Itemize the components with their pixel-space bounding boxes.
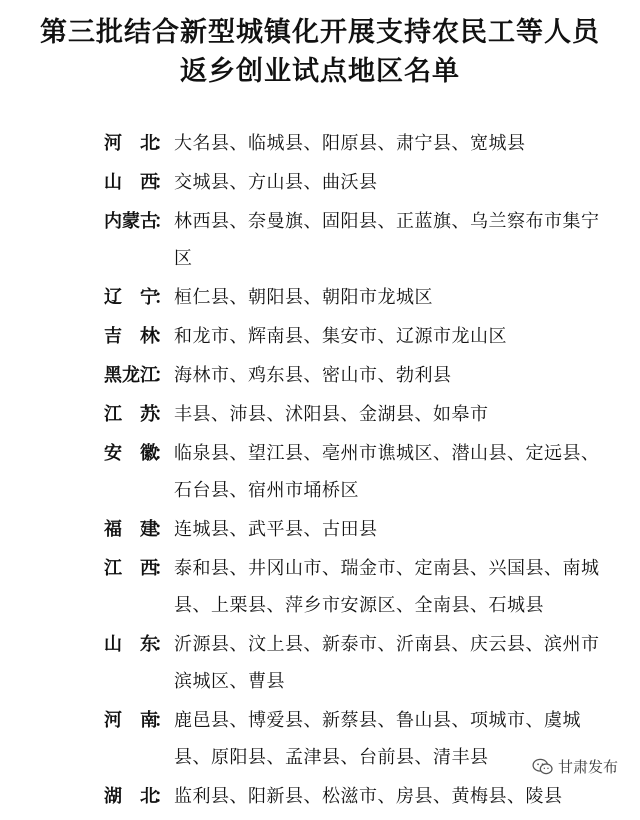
province-name: 黑 龙 江 xyxy=(104,365,158,386)
province-name: 江 苏 xyxy=(104,404,158,425)
document-title-line-1: 第三批结合新型城镇化开展支持农民工等人员 xyxy=(40,17,600,48)
county-list: 临泉县、望江县、亳州市谯城区、潜山县、定远县、石台县、宿州市埇桥区 xyxy=(174,443,600,501)
province-name: 河 北 xyxy=(104,133,158,154)
province-label xyxy=(104,781,174,812)
region-list xyxy=(104,128,604,820)
province-label xyxy=(104,553,174,584)
province-colon: ： xyxy=(154,326,172,347)
region-row xyxy=(104,321,604,355)
province-colon: ： xyxy=(154,287,172,308)
province-colon: ： xyxy=(154,786,172,807)
province-name: 安 徽 xyxy=(104,443,158,464)
province-colon: ： xyxy=(154,133,172,154)
province-label xyxy=(104,360,174,391)
province-colon: ： xyxy=(154,211,172,232)
region-row xyxy=(104,282,604,316)
province-name: 山 东 xyxy=(104,634,158,655)
wechat-icon xyxy=(532,758,554,776)
province-label xyxy=(104,128,174,159)
province-label xyxy=(104,282,174,313)
province-name: 湖 北 xyxy=(104,786,158,807)
county-list: 和龙市、辉南县、集安市、辽源市龙山区 xyxy=(174,326,507,347)
county-list: 泰和县、井冈山市、瑞金市、定南县、兴国县、南城县、上栗县、萍乡市安源区、全南县、石城县 xyxy=(174,558,600,616)
region-row xyxy=(104,781,604,815)
region-row xyxy=(104,399,604,433)
province-colon: ： xyxy=(154,634,172,655)
county-list: 连城县、武平县、古田县 xyxy=(174,519,378,540)
watermark xyxy=(528,754,622,779)
province-name: 内 蒙 古 xyxy=(104,211,158,232)
province-label xyxy=(104,321,174,352)
province-label xyxy=(104,206,174,237)
province-label xyxy=(104,167,174,198)
county-list: 沂源县、汶上县、新泰市、沂南县、庆云县、滨州市滨城区、曹县 xyxy=(174,634,600,692)
province-name: 福 建 xyxy=(104,519,158,540)
region-row xyxy=(104,629,604,700)
province-label xyxy=(104,438,174,469)
province-label xyxy=(104,514,174,545)
province-name: 吉 林 xyxy=(104,326,158,347)
province-colon: ： xyxy=(154,443,172,464)
region-row xyxy=(104,360,604,394)
province-label xyxy=(104,399,174,430)
province-label xyxy=(104,629,174,660)
province-name: 河 南 xyxy=(104,710,158,731)
document-title-line-2: 返乡创业试点地区名单 xyxy=(180,56,460,87)
province-colon: ： xyxy=(154,172,172,193)
province-name: 江 西 xyxy=(104,558,158,579)
region-row xyxy=(104,206,604,277)
watermark-text: 甘肃发布 xyxy=(557,758,618,776)
county-list: 大名县、临城县、阳原县、肃宁县、宽城县 xyxy=(174,133,526,154)
province-colon: ： xyxy=(154,710,172,731)
province-label xyxy=(104,705,174,736)
region-row xyxy=(104,128,604,162)
province-colon: ： xyxy=(154,519,172,540)
county-list: 海林市、鸡东县、密山市、勃利县 xyxy=(174,365,452,386)
region-row xyxy=(104,514,604,548)
province-colon: ： xyxy=(154,365,172,386)
province-colon: ： xyxy=(154,404,172,425)
region-row xyxy=(104,167,604,201)
region-row xyxy=(104,553,604,624)
county-list: 丰县、沛县、沭阳县、金湖县、如皋市 xyxy=(174,404,489,425)
province-name: 山 西 xyxy=(104,172,158,193)
province-colon: ： xyxy=(154,558,172,579)
county-list: 林西县、奈曼旗、固阳县、正蓝旗、乌兰察布市集宁区 xyxy=(174,211,600,269)
county-list: 交城县、方山县、曲沃县 xyxy=(174,172,378,193)
county-list: 鹿邑县、博爱县、新蔡县、鲁山县、项城市、虞城县、原阳县、孟津县、台前县、清丰县 xyxy=(174,710,581,768)
province-name: 辽 宁 xyxy=(104,287,158,308)
county-list: 监利县、阳新县、松滋市、房县、黄梅县、陵县 xyxy=(174,786,563,807)
region-row xyxy=(104,438,604,509)
county-list: 桓仁县、朝阳县、朝阳市龙城区 xyxy=(174,287,433,308)
